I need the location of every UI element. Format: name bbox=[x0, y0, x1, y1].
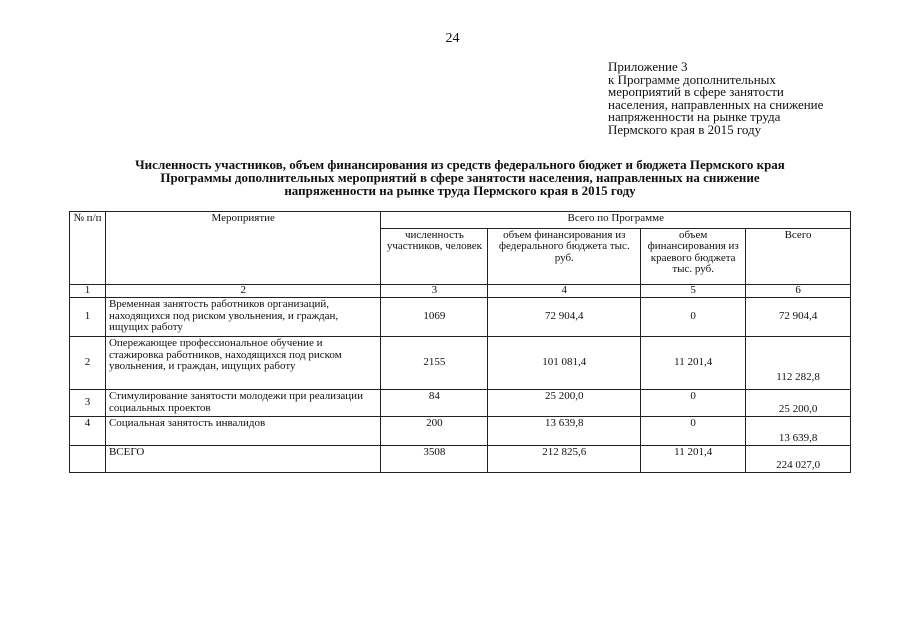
row-federal: 25 200,0 bbox=[488, 390, 641, 417]
document-title bbox=[70, 158, 850, 197]
total-federal: 212 825,6 bbox=[488, 446, 641, 473]
row-federal: 13 639,8 bbox=[488, 417, 641, 446]
row-regional: 0 bbox=[641, 390, 746, 417]
row-num: 1 bbox=[70, 298, 106, 337]
header-num: № п/п bbox=[70, 212, 106, 285]
header-total-program: Всего по Программе bbox=[381, 212, 851, 229]
column-number: 2 bbox=[105, 285, 381, 298]
header-total: Всего bbox=[746, 228, 851, 284]
row-event: Опережающее профессиональное обучение и стажировка работников, находящихся под риском увольнения, и граждан, ищущих работу bbox=[105, 337, 381, 390]
column-number: 6 bbox=[746, 285, 851, 298]
row-federal: 72 904,4 bbox=[488, 298, 641, 337]
total-regional: 11 201,4 bbox=[641, 446, 746, 473]
total-label: ВСЕГО bbox=[105, 446, 381, 473]
row-regional: 11 201,4 bbox=[641, 337, 746, 390]
row-event: Социальная занятость инвалидов bbox=[105, 417, 381, 446]
row-federal: 101 081,4 bbox=[488, 337, 641, 390]
appendix-line: к Программе дополнительных bbox=[608, 71, 776, 87]
row-num: 4 bbox=[70, 417, 106, 446]
row-participants: 2155 bbox=[381, 337, 488, 390]
appendix-line: Приложение 3 bbox=[608, 59, 688, 74]
table-row bbox=[70, 417, 851, 446]
column-number: 4 bbox=[488, 285, 641, 298]
row-total: 72 904,4 bbox=[746, 298, 851, 337]
header-regional: объем финансирования из краевого бюджета тыс. руб. bbox=[641, 228, 746, 284]
row-event: Стимулирование занятости молодежи при реализации социальных проектов bbox=[105, 390, 381, 417]
table-row bbox=[70, 390, 851, 417]
table-header-row bbox=[70, 212, 851, 229]
participants-funding-table bbox=[69, 211, 851, 473]
title-line: Численность участников, объем финансирования из средств федерального бюджет и бюджета Пермского края bbox=[135, 157, 785, 172]
row-num: 3 bbox=[70, 390, 106, 417]
table-row bbox=[70, 337, 851, 390]
row-participants: 84 bbox=[381, 390, 488, 417]
row-participants: 200 bbox=[381, 417, 488, 446]
title-line: Программы дополнительных мероприятий в сфере занятости населения, направленных на снижение bbox=[160, 170, 760, 185]
appendix-line: мероприятий в сфере занятости bbox=[608, 84, 784, 99]
total-num bbox=[70, 446, 106, 473]
column-number: 3 bbox=[381, 285, 488, 298]
appendix-line: напряженности на рынке труда bbox=[608, 109, 781, 124]
header-participants: численность участников, человек bbox=[381, 228, 488, 284]
total-total: 224 027,0 bbox=[746, 446, 851, 473]
row-num: 2 bbox=[70, 337, 106, 390]
total-row bbox=[70, 446, 851, 473]
row-event: Временная занятость работников организаций, находящихся под риском увольнения, и граждан, ищущих работу bbox=[105, 298, 381, 337]
column-number-row bbox=[70, 285, 851, 298]
row-total: 13 639,8 bbox=[746, 417, 851, 446]
appendix-line: населения, направленных на снижение bbox=[608, 96, 824, 112]
column-number: 1 bbox=[70, 285, 106, 298]
header-event: Мероприятие bbox=[105, 212, 381, 285]
row-regional: 0 bbox=[641, 298, 746, 337]
appendix-line: Пермского края в 2015 году bbox=[608, 121, 762, 137]
header-federal: объем финансирования из федерального бюджета тыс. руб. bbox=[488, 228, 641, 284]
row-total: 112 282,8 bbox=[746, 337, 851, 390]
total-participants: 3508 bbox=[381, 446, 488, 473]
table-row bbox=[70, 298, 851, 337]
row-participants: 1069 bbox=[381, 298, 488, 337]
appendix-note bbox=[608, 61, 823, 136]
row-total: 25 200,0 bbox=[746, 390, 851, 417]
column-number: 5 bbox=[641, 285, 746, 298]
page-number: 24 bbox=[445, 31, 460, 46]
row-regional: 0 bbox=[641, 417, 746, 446]
title-line: напряженности на рынке труда Пермского края в 2015 году bbox=[284, 183, 636, 198]
